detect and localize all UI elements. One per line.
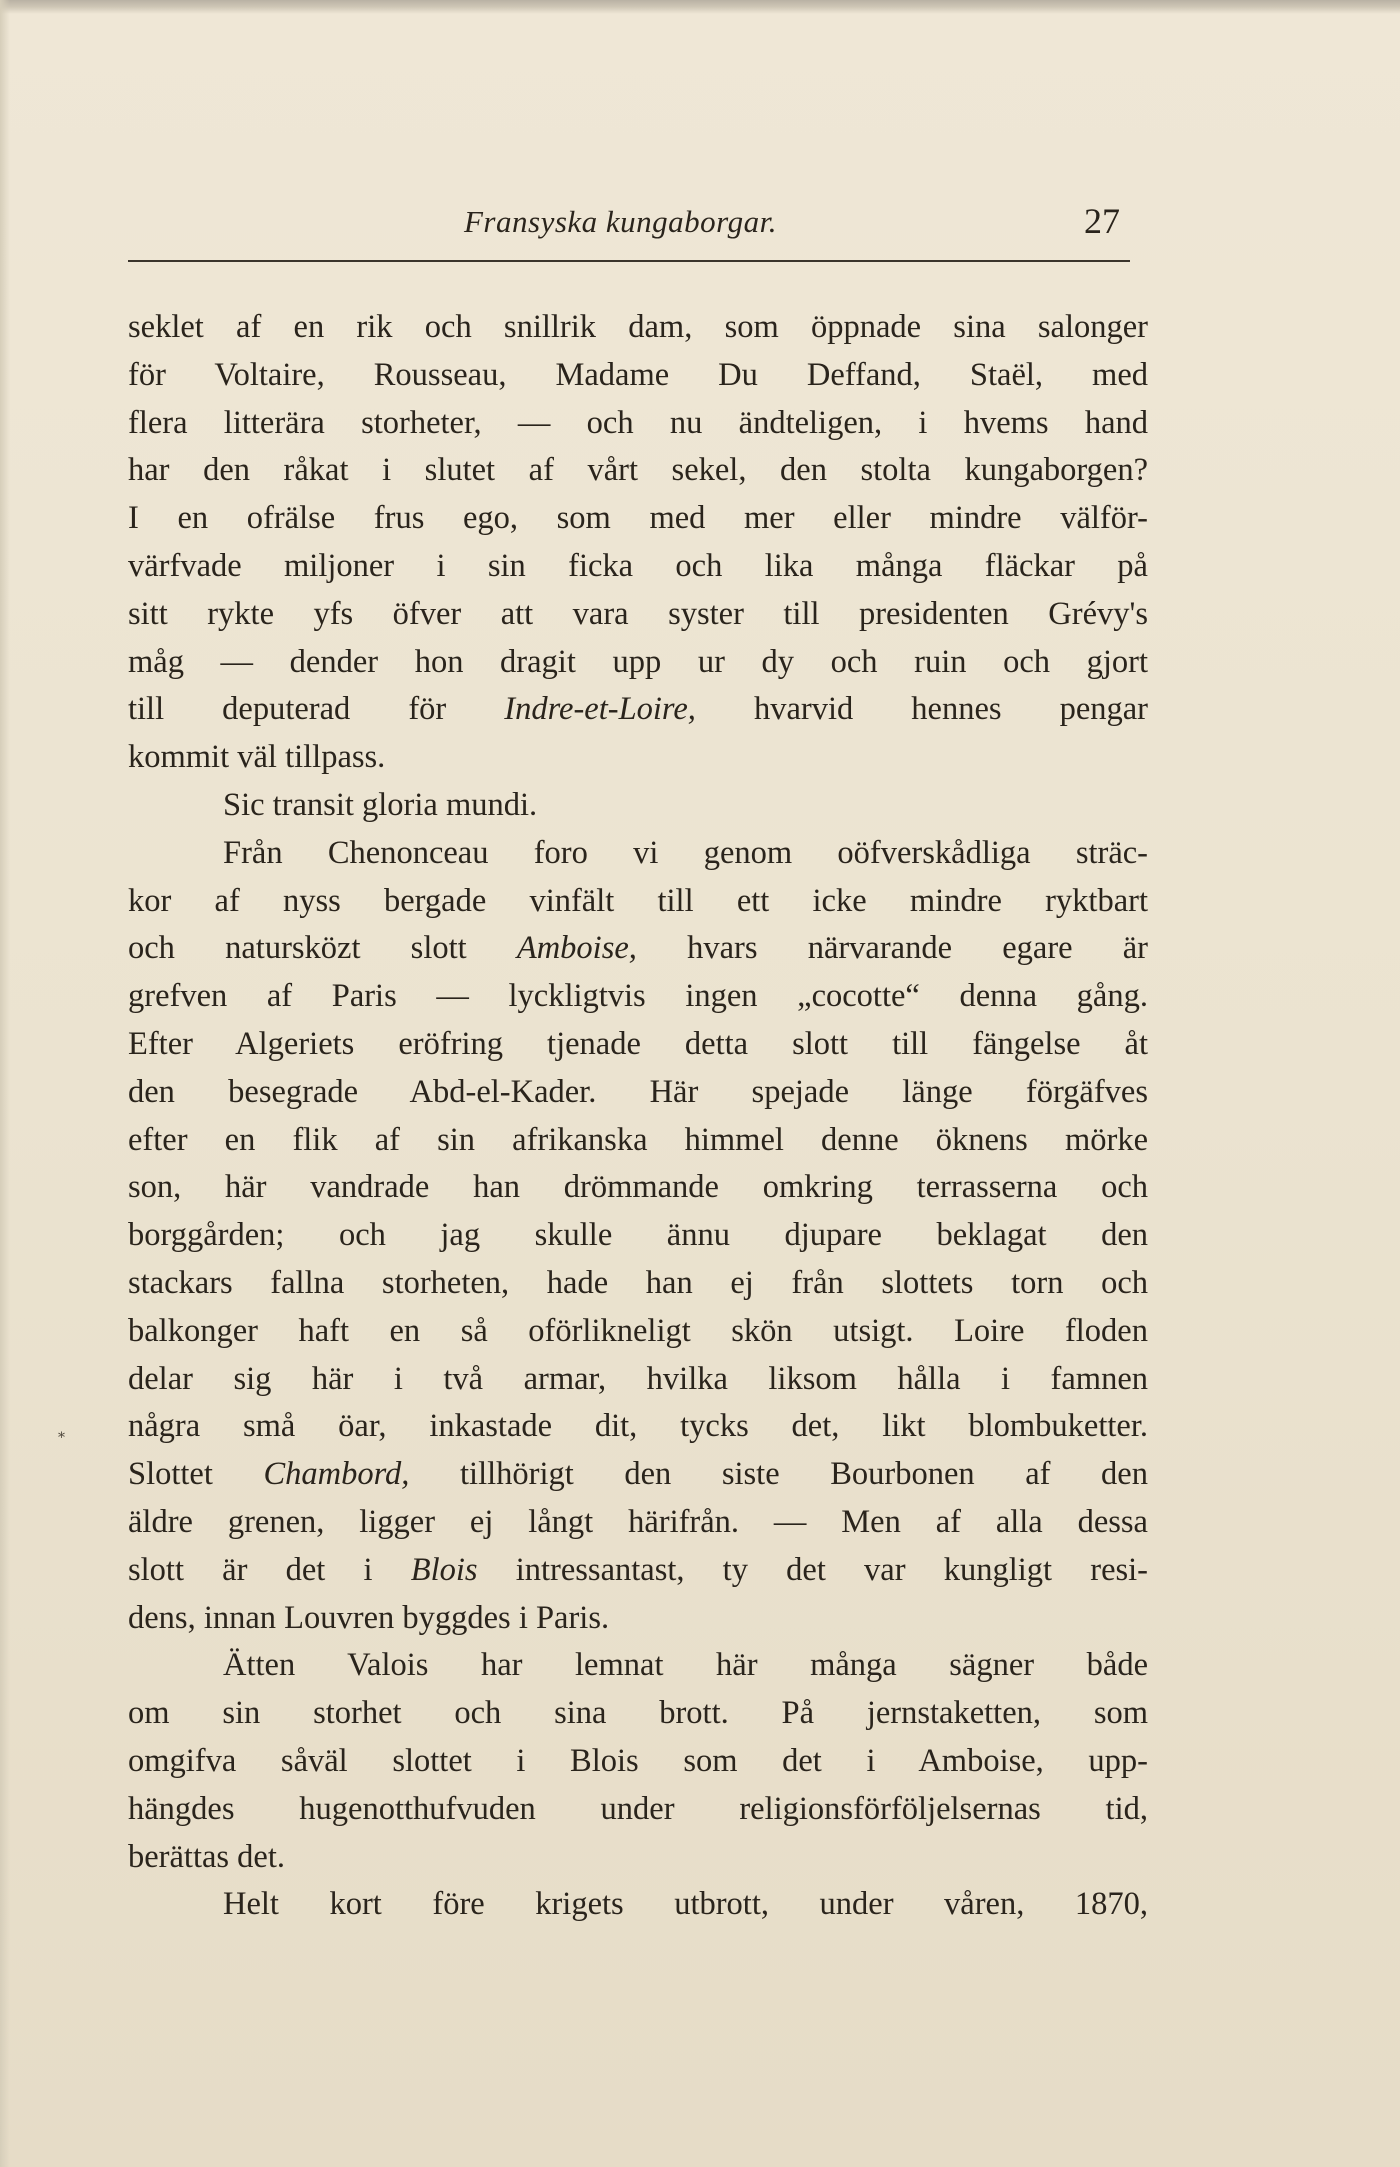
running-title: Fransyska kungaborgar.: [464, 204, 777, 239]
text-line: efter en flik af sin afrikanska himmel denne öknens mörke: [128, 1121, 1148, 1158]
text-run: till deputerad för: [128, 691, 505, 728]
text-line: sitt rykte yfs öfver att vara syster till presidenten Grévy's: [128, 595, 1148, 632]
text-run: slott är det i: [128, 1551, 411, 1588]
text-line: kommit väl tillpass.: [128, 739, 386, 776]
text-line: Efter Algeriets eröfring tjenade detta slott till fängelse åt: [128, 1025, 1148, 1062]
text-line: [128, 925, 1148, 973]
text-run: hvars närvarande egare är: [636, 930, 1148, 967]
text-line: dens, innan Louvren byggdes i Paris.: [128, 1599, 610, 1636]
text-line: några små öar, inkastade dit, tycks det, likt blombuketter.: [128, 1408, 1148, 1445]
place-name-blois: Blois: [410, 1551, 478, 1588]
text-line: Ätten Valois har lemnat här många sägner både: [223, 1647, 1148, 1684]
text-line: för Voltaire, Rousseau, Madame Du Deffand, Staël, med: [128, 356, 1148, 393]
header-rule: [128, 260, 1130, 262]
text-line: [128, 686, 1148, 734]
text-line: [128, 1547, 1148, 1595]
text-line: Sic transit gloria mundi.: [223, 786, 538, 823]
text-line: om sin storhet och sina brott. På jernstaketten, som: [128, 1695, 1148, 1732]
text-run: tillhörigt den siste Bourbonen af den: [409, 1456, 1148, 1493]
page-header: [128, 198, 1130, 250]
text-line: värfvade miljoner i sin ficka och lika många fläckar på: [128, 547, 1148, 584]
text-line: stackars fallna storheten, hade han ej från slottets torn och: [128, 1264, 1148, 1301]
text-line: [128, 1451, 1148, 1499]
text-line: måg — dender hon dragit upp ur dy och ruin och gjort: [128, 643, 1148, 680]
text-line: Från Chenonceau foro vi genom oöfverskådliga sträc-: [223, 834, 1148, 871]
text-line: den besegrade Abd-el-Kader. Här spejade länge förgäfves: [128, 1073, 1148, 1110]
text-line: son, här vandrade han drömmande omkring terrasserna och: [128, 1169, 1148, 1206]
text-line: äldre grenen, ligger ej långt härifrån. — Men af alla dessa: [128, 1503, 1148, 1540]
text-run: Slottet: [128, 1456, 264, 1493]
page-top-edge: [0, 0, 1400, 14]
text-line: balkonger haft en så oförlikneligt skön utsigt. Loire floden: [128, 1312, 1148, 1349]
place-name-chambord: Chambord,: [263, 1456, 410, 1493]
page-number: 27: [1084, 201, 1120, 241]
place-name-amboise: Amboise,: [516, 930, 637, 967]
text-line: borggården; och jag skulle ännu djupare beklagat den: [128, 1217, 1148, 1254]
text-line: kor af nyss bergade vinfält till ett icke mindre ryktbart: [128, 882, 1148, 919]
text-line: flera litterära storheter, — och nu ändteligen, i hvems hand: [128, 404, 1148, 441]
text-line: delar sig här i två armar, hvilka liksom hålla i famnen: [128, 1360, 1148, 1397]
text-line: I en ofrälse frus ego, som med mer eller mindre välför-: [128, 500, 1148, 537]
margin-mark: *: [58, 1430, 65, 1446]
body-text: [128, 304, 1148, 1929]
text-line: grefven af Paris — lyckligtvis ingen „cocotte“ denna gång.: [128, 978, 1148, 1015]
page-left-edge: [0, 0, 10, 2167]
text-line: Helt kort före krigets utbrott, under våren, 1870,: [223, 1886, 1148, 1923]
text-line: berättas det.: [128, 1838, 286, 1875]
text-line: hängdes hugenotthufvuden under religionsförföljelsernas tid,: [128, 1790, 1148, 1827]
place-name-indre-et-loire: Indre-et-Loire,: [504, 691, 696, 728]
text-line: seklet af en rik och snillrik dam, som öppnade sina salonger: [128, 309, 1148, 345]
text-run: och natursközt slott: [128, 930, 517, 967]
text-run: intressantast, ty det var kungligt resi-: [477, 1551, 1148, 1588]
text-run: hvarvid hennes pengar: [695, 691, 1148, 728]
text-line: har den råkat i slutet af vårt sekel, den stolta kungaborgen?: [128, 452, 1148, 489]
text-line: omgifva såväl slottet i Blois som det i Amboise, upp-: [128, 1742, 1148, 1779]
